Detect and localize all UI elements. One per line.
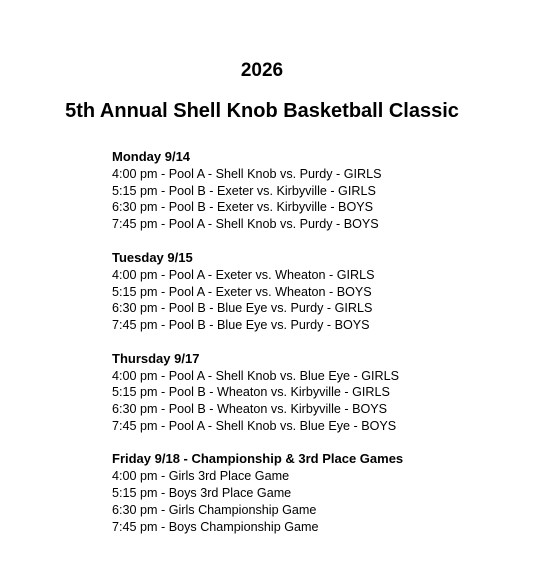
day-thursday (112, 350, 403, 435)
game-line: 4:00 pm - Pool A - Shell Knob vs. Blue Eye - GIRLS (112, 368, 399, 383)
schedule (112, 148, 403, 551)
game-line: 4:00 pm - Girls 3rd Place Game (112, 469, 290, 484)
day-heading: Friday 9/18 - Championship & 3rd Place Games (112, 451, 404, 467)
day-heading: Tuesday 9/15 (112, 249, 193, 265)
event-title: 5th Annual Shell Knob Basketball Classic (65, 100, 459, 122)
year-heading: 2026 (240, 60, 284, 81)
game-line: 6:30 pm - Pool B - Blue Eye vs. Purdy - GIRLS (112, 301, 373, 316)
game-line: 7:45 pm - Pool A - Shell Knob vs. Purdy - BOYS (112, 217, 379, 232)
day-heading: Monday 9/14 (112, 149, 191, 164)
game-line: 6:30 pm - Girls Championship Game (112, 502, 317, 517)
game-line: 5:15 pm - Pool B - Wheaton vs. Kirbyville - GIRLS (112, 385, 390, 400)
game-line: 4:00 pm - Pool A - Shell Knob vs. Purdy - GIRLS (112, 167, 382, 181)
game-line: 4:00 pm - Pool A - Exeter vs. Wheaton - GIRLS (112, 267, 375, 282)
game-line: 7:45 pm - Boys Championship Game (112, 519, 319, 534)
day-monday (112, 148, 403, 233)
game-line: 5:15 pm - Pool A - Exeter vs. Wheaton - BOYS (112, 284, 372, 299)
day-heading: Thursday 9/17 (112, 350, 200, 366)
game-line: 6:30 pm - Pool B - Exeter vs. Kirbyville - BOYS (112, 200, 374, 215)
game-line: 7:45 pm - Pool A - Shell Knob vs. Blue Eye - BOYS (112, 418, 397, 433)
day-tuesday (112, 249, 403, 334)
day-friday (112, 450, 403, 535)
game-line: 5:15 pm - Boys 3rd Place Game (112, 486, 292, 501)
game-line: 5:15 pm - Pool B - Exeter vs. Kirbyville - GIRLS (112, 183, 376, 198)
game-line: 6:30 pm - Pool B - Wheaton vs. Kirbyville - BOYS (112, 402, 388, 417)
game-line: 7:45 pm - Pool B - Blue Eye vs. Purdy - BOYS (112, 317, 370, 332)
